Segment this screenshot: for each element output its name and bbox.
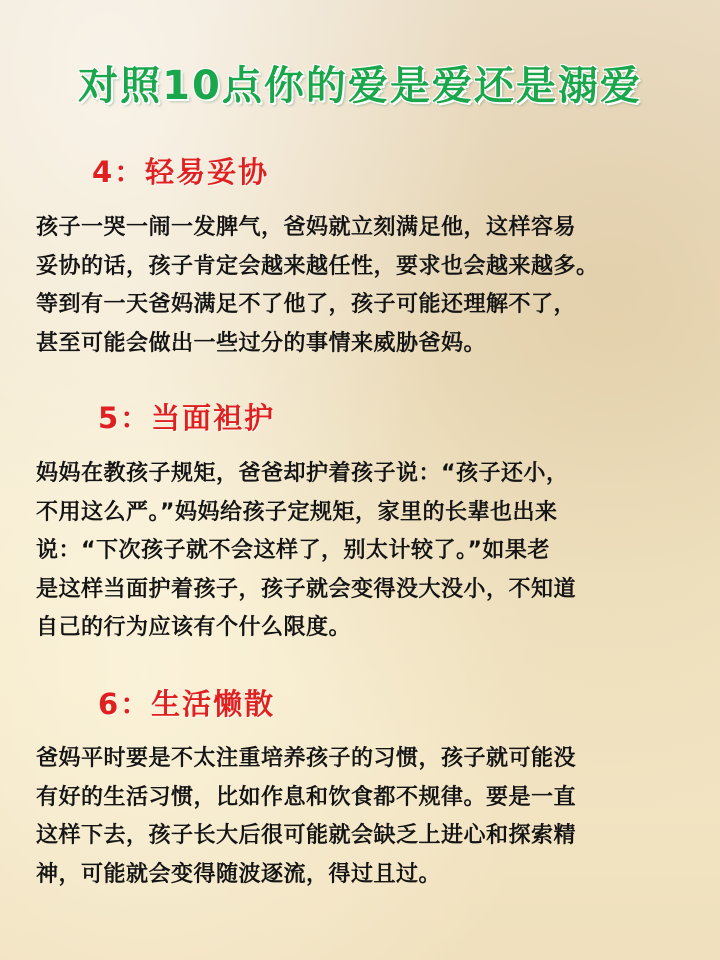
paragraph-line: 爸妈平时要是不太注重培养孩子的习惯，孩子就可能没 [36, 746, 577, 771]
paragraph-line: 妈妈在教孩子规矩，爸爸却护着孩子说：“孩子还小， [36, 461, 569, 486]
paragraph-line: 神，可能就会变得随波逐流，得过且过。 [36, 861, 442, 887]
paragraph-line: 自己的行为应该有个什么限度。 [36, 615, 352, 640]
paragraph-line: 等到有一天爸妈满足不了他了，孩子可能还理解不了， [36, 292, 577, 317]
paragraph-line: 说：“下次孩子就不会这样了，别太计较了。”如果老 [36, 538, 550, 563]
paragraph-line: 甚至可能会做出一些过分的事情来威胁爸妈。 [36, 330, 487, 356]
section-heading-6: 6：生活懒散 [98, 687, 276, 721]
section-paragraph-5 [36, 455, 686, 648]
section-paragraph-4 [36, 209, 686, 363]
paragraph-line: 这样下去，孩子长大后很可能就会缺乏上进心和探索精 [36, 823, 577, 848]
paragraph-line: 是这样当面护着孩子，孩子就会变得没大没小，不知道 [36, 576, 577, 602]
paragraph-line: 孩子一哭一闹一发脾气，爸妈就立刻满足他，这样容易 [36, 215, 577, 240]
section-heading-4: 4：轻易妥协 [92, 155, 270, 189]
page-title: 对照10点你的爱是爱还是溺爱 [78, 63, 642, 109]
paragraph-line: 不用这么严。”妈妈给孩子定规矩，家里的长辈也出来 [36, 499, 558, 525]
paragraph-line: 有好的生活习惯，比如作息和饮食都不规律。要是一直 [36, 784, 577, 810]
section-paragraph-6 [36, 740, 686, 894]
paragraph-line: 妥协的话，孩子肯定会越来越任性，要求也会越来越多。 [36, 253, 599, 279]
section-heading-5: 5：当面袒护 [98, 401, 276, 435]
